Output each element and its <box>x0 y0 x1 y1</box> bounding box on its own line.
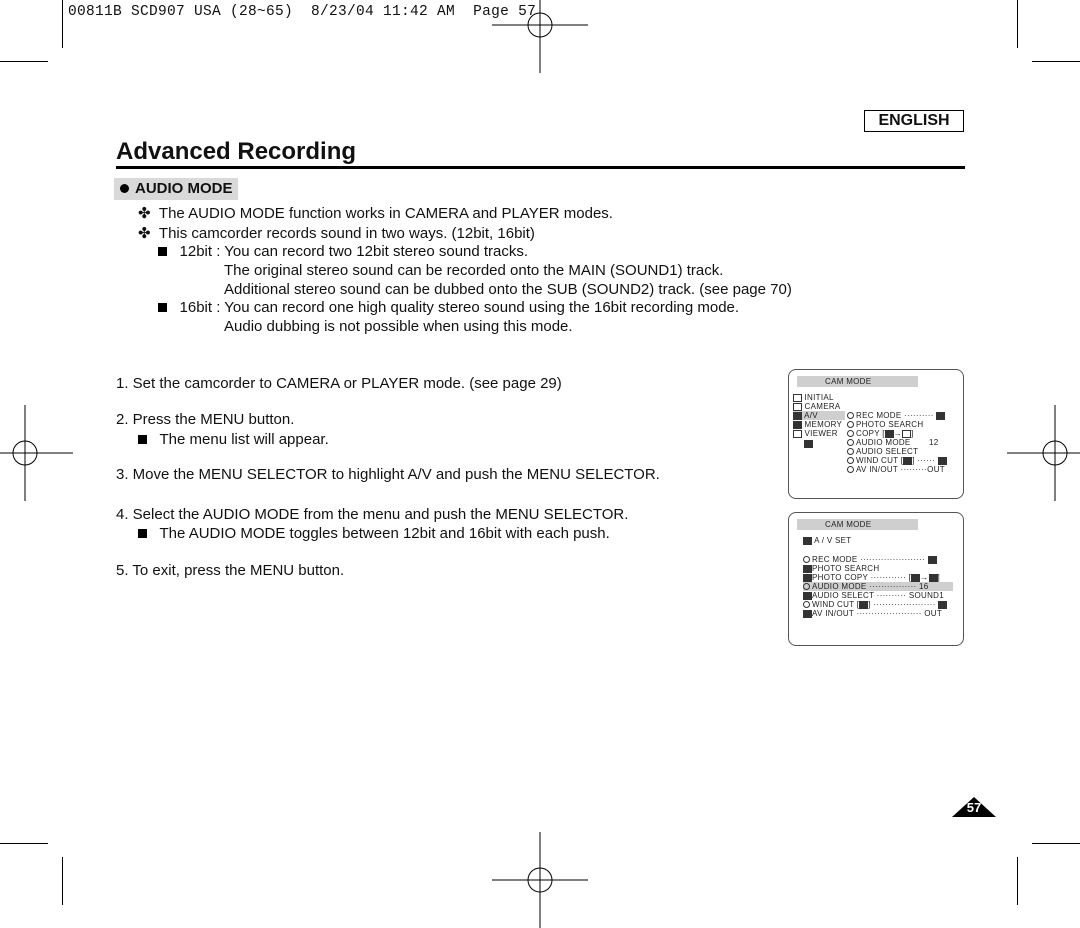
crop-mark <box>62 0 63 48</box>
submenu-item: COPY [ → ] <box>847 429 914 438</box>
mode-cont: The original stereo sound can be recorded onto the MAIN (SOUND1) track. <box>224 262 724 279</box>
language-tag: ENGLISH <box>864 110 964 132</box>
square-bullet-icon <box>158 303 167 312</box>
title-divider <box>116 166 965 169</box>
submenu-item <box>847 447 918 456</box>
submenu-item: WIND CUT [ ] ······ <box>847 456 947 465</box>
submenu-item: REC MODE ·········· <box>847 411 945 420</box>
intro-text: The AUDIO MODE function works in CAMERA and PLAYER modes. <box>158 205 613 222</box>
left-menu-item <box>793 420 842 429</box>
step: 2. Press the MENU button. <box>116 411 295 428</box>
submenu-item <box>803 564 879 573</box>
menu-item-icon <box>793 430 802 438</box>
crop-mark <box>0 61 48 62</box>
intro-line <box>138 225 535 243</box>
value-icon <box>936 412 945 420</box>
menu-screen-2 <box>788 512 964 646</box>
step-note-text: The AUDIO MODE toggles between 12bit and 16bit with each push. <box>159 525 610 542</box>
submenu-label: AUDIO MODE <box>812 582 867 591</box>
left-menu-label: A/V <box>804 411 818 420</box>
submenu-label: PHOTO SEARCH <box>812 564 880 573</box>
crop-mark <box>1017 0 1018 48</box>
crop-mark <box>62 857 63 905</box>
menu-item-icon <box>793 403 802 411</box>
cross-bullet-icon: ✤ <box>138 225 151 242</box>
menu-item-icon <box>793 421 802 429</box>
submenu-value: OUT <box>924 609 943 618</box>
step: 3. Move the MENU SELECTOR to highlight A/V and push the MENU SELECTOR. <box>116 466 660 483</box>
step: 5. To exit, press the MENU button. <box>116 562 345 579</box>
mode-cont: Audio dubbing is not possible when using this mode. <box>224 318 573 335</box>
submenu-item <box>847 420 923 429</box>
submenu-label: PHOTO COPY <box>812 573 869 582</box>
crop-mark <box>0 843 48 844</box>
submenu-value: SOUND1 <box>908 591 944 600</box>
submenu-item: PHOTO COPY ············ [ → ] <box>803 573 940 582</box>
section-heading <box>114 178 238 200</box>
submenu-item: AUDIO SELECT ·········· SOUND1 <box>803 591 944 600</box>
page-title: Advanced Recording <box>116 138 357 165</box>
submenu-label: REC MODE <box>812 555 858 564</box>
submenu-label: WIND CUT <box>812 600 855 609</box>
menu-item-icon <box>793 412 802 420</box>
submenu-value: 16 <box>919 582 929 591</box>
step: 4. Select the AUDIO MODE from the menu and push the MENU SELECTOR. <box>116 506 629 523</box>
av-icon <box>803 537 812 545</box>
intro-line <box>138 205 613 223</box>
square-bullet-icon <box>138 529 147 538</box>
return-icon <box>804 439 813 448</box>
crop-mark <box>1017 857 1018 905</box>
left-menu-item <box>793 393 834 402</box>
submenu-value: 12 <box>929 438 939 447</box>
submenu-label: AV IN/OUT <box>812 609 854 618</box>
step-note <box>138 525 610 543</box>
left-menu-label: MEMORY <box>804 420 843 429</box>
left-menu-item <box>793 429 838 438</box>
square-bullet-icon <box>158 247 167 256</box>
menu-screen-1 <box>788 369 964 499</box>
submenu-label: WIND CUT <box>856 456 899 465</box>
menu-item-icon <box>793 394 802 402</box>
mode-cont: Additional stereo sound can be dubbed onto the SUB (SOUND2) track. (see page 70) <box>224 281 792 298</box>
mode-item <box>158 243 528 261</box>
left-menu-item <box>793 402 841 411</box>
submenu-label: AUDIO SELECT <box>856 447 919 456</box>
submenu-item: AV IN/OUT ·········OUT <box>847 465 945 474</box>
step-note <box>138 431 329 449</box>
submenu-label: AUDIO SELECT <box>812 591 875 600</box>
submenu-item: AV IN/OUT ······················ OUT <box>803 609 942 618</box>
mode-lead: 12bit : You can record two 12bit stereo sound tracks. <box>179 243 529 260</box>
page-number: 57 <box>966 800 982 815</box>
submenu-label: REC MODE <box>856 411 902 420</box>
submenu-label: PHOTO SEARCH <box>856 420 924 429</box>
crop-mark <box>1032 61 1080 62</box>
registration-mark-icon <box>492 0 588 73</box>
submenu-value: OUT <box>927 465 945 474</box>
submenu-item <box>847 438 911 447</box>
screen-header: CAM MODE <box>797 376 918 387</box>
submenu-label: AV IN/OUT <box>856 465 898 474</box>
left-menu-label: VIEWER <box>804 429 838 438</box>
registration-mark-icon <box>0 405 73 501</box>
mode-item <box>158 299 739 317</box>
submenu-item-selected: AUDIO MODE ················ 16 <box>803 582 953 591</box>
bullet-dot-icon <box>120 184 129 193</box>
left-menu-label: INITIAL <box>804 393 834 402</box>
cross-bullet-icon: ✤ <box>138 205 151 222</box>
submenu-title-label: A / V SET <box>814 536 852 545</box>
registration-mark-icon <box>492 832 588 928</box>
submenu-label: AUDIO MODE <box>856 438 911 447</box>
registration-mark-icon <box>1007 405 1080 501</box>
submenu-item: REC MODE ······················ <box>803 555 937 564</box>
crop-mark <box>1032 843 1080 844</box>
step: 1. Set the camcorder to CAMERA or PLAYER mode. (see page 29) <box>116 375 562 392</box>
section-heading-label: AUDIO MODE <box>135 180 233 197</box>
square-bullet-icon <box>138 435 147 444</box>
print-slug: 00811B SCD907 USA (28~65) 8/23/04 11:42 AM Page 57 <box>68 4 537 20</box>
submenu-item: WIND CUT [ ] ····················· <box>803 600 947 609</box>
submenu-label: COPY <box>856 429 880 438</box>
screen-header: CAM MODE <box>797 519 918 530</box>
left-menu-label: CAMERA <box>804 402 841 411</box>
submenu-title <box>803 536 851 545</box>
intro-text: This camcorder records sound in two ways. (12bit, 16bit) <box>158 225 535 242</box>
mode-lead: 16bit : You can record one high quality stereo sound using the 16bit recording mode. <box>179 299 740 316</box>
left-menu-item-selected <box>793 411 845 420</box>
step-note-text: The menu list will appear. <box>159 431 329 448</box>
